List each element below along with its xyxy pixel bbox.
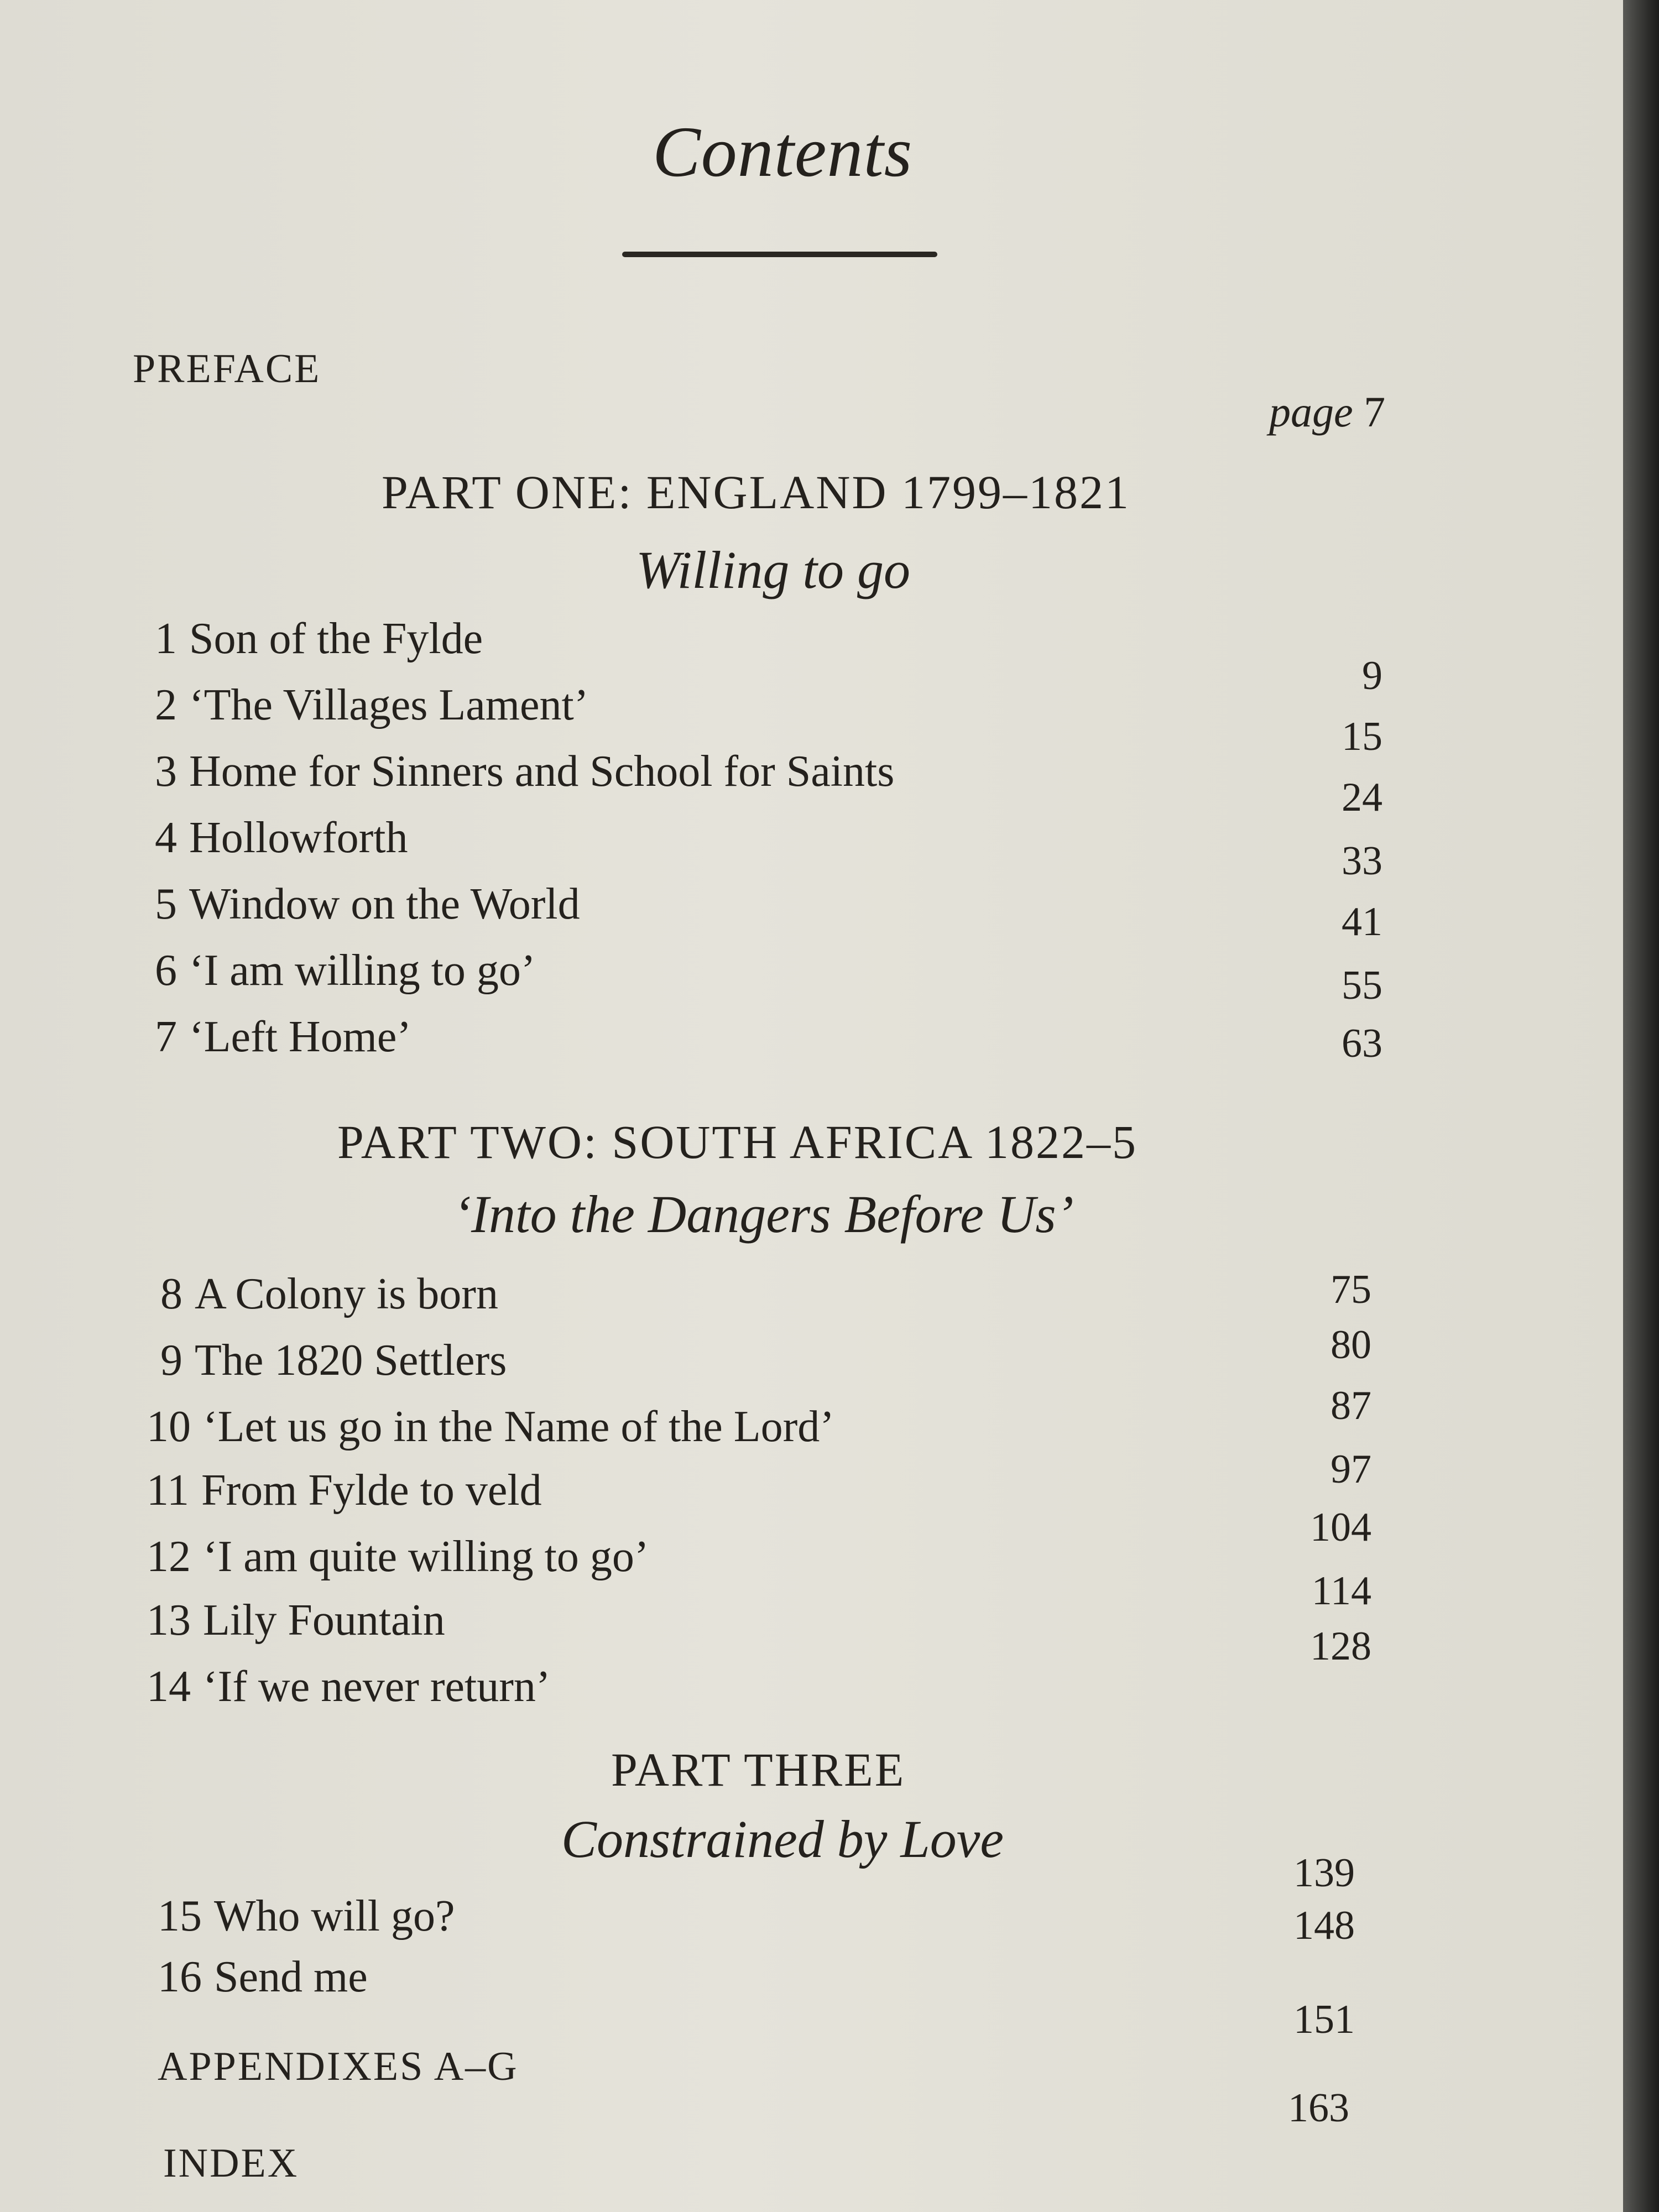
part-one-heading xyxy=(382,465,1130,520)
chapter-title: Son of the Fylde xyxy=(189,614,483,663)
chapter-number: 14 xyxy=(147,1662,191,1711)
page-number: 114 xyxy=(1311,1568,1371,1614)
chapter-number: 12 xyxy=(147,1532,191,1581)
part-two-heading xyxy=(337,1114,1138,1170)
page-number: 55 xyxy=(1342,963,1383,1008)
chapter-entry xyxy=(155,680,588,731)
chapter-number: 15 xyxy=(158,1892,202,1940)
page-number: 15 xyxy=(1342,714,1383,759)
page-number: 75 xyxy=(1331,1267,1371,1312)
chapter-number: 6 xyxy=(155,946,177,995)
chapter-number: 1 xyxy=(155,614,177,663)
page-title: Contents xyxy=(653,112,913,192)
chapter-entry xyxy=(155,747,894,797)
page-number: 104 xyxy=(1310,1505,1371,1550)
page-number: 139 xyxy=(1293,1850,1355,1896)
appendixes-label: APPENDIXES A–G xyxy=(158,2044,519,2089)
chapter-title: ‘Left Home’ xyxy=(189,1013,412,1061)
part-two-subtitle: ‘Into the Dangers Before Us’ xyxy=(453,1185,1074,1244)
chapter-number: 16 xyxy=(158,1953,202,2001)
chapter-number: 3 xyxy=(155,747,177,796)
page-number: 148 xyxy=(1293,1903,1355,1948)
page-edge-shadow xyxy=(1623,0,1659,2212)
chapter-title: Lily Fountain xyxy=(203,1596,445,1645)
chapter-entry xyxy=(147,1662,551,1712)
chapter-entry xyxy=(147,1532,649,1582)
part-three-title: PART THREE xyxy=(611,1743,906,1796)
chapter-entry xyxy=(147,1465,542,1516)
chapter-entry xyxy=(155,1012,411,1062)
page-number: 63 xyxy=(1342,1021,1383,1066)
chapter-title: Home for Sinners and School for Saints xyxy=(189,747,895,796)
chapter-entry xyxy=(147,1402,834,1452)
page-number: 24 xyxy=(1342,775,1383,820)
chapter-title: ‘If we never return’ xyxy=(203,1662,551,1711)
page-number: 80 xyxy=(1331,1322,1371,1368)
chapter-entry xyxy=(155,614,483,664)
page-number: 128 xyxy=(1310,1624,1371,1669)
chapter-title: Window on the World xyxy=(189,880,580,928)
chapter-number: 5 xyxy=(155,880,177,928)
chapter-number: 13 xyxy=(147,1596,191,1645)
chapter-entry xyxy=(160,1269,498,1319)
preface-label: PREFACE xyxy=(133,346,321,392)
chapter-entry xyxy=(147,1595,445,1646)
page-number: 87 xyxy=(1331,1383,1371,1428)
chapter-title: ‘Let us go in the Name of the Lord’ xyxy=(203,1402,834,1451)
page-number: 9 xyxy=(1362,653,1383,698)
chapter-title: The 1820 Settlers xyxy=(195,1336,507,1385)
chapter-title: A Colony is born xyxy=(195,1270,498,1318)
chapter-number: 10 xyxy=(147,1402,191,1451)
page-column-label xyxy=(1269,387,1385,437)
index-label: INDEX xyxy=(163,2141,299,2186)
chapter-number: 8 xyxy=(160,1270,182,1318)
chapter-number: 7 xyxy=(155,1013,177,1061)
chapter-number: 9 xyxy=(160,1336,182,1385)
chapter-number: 2 xyxy=(155,681,177,729)
part-three-heading xyxy=(611,1742,905,1797)
page-number: 41 xyxy=(1342,899,1383,945)
chapter-entry xyxy=(155,813,408,863)
chapter-title: ‘I am quite willing to go’ xyxy=(203,1532,649,1581)
part-one-subtitle: Willing to go xyxy=(636,540,911,599)
chapter-entry xyxy=(160,1335,507,1386)
part-one-title: PART ONE: ENGLAND xyxy=(382,466,888,519)
chapter-entry xyxy=(155,879,580,930)
page-number: 97 xyxy=(1331,1447,1371,1492)
page-number: 151 xyxy=(1293,1997,1355,2042)
chapter-title: ‘I am willing to go’ xyxy=(189,946,536,995)
page-number: 33 xyxy=(1342,838,1383,884)
page-word: page xyxy=(1269,388,1353,436)
chapter-number: 11 xyxy=(147,1466,190,1515)
preface-page-number: 7 xyxy=(1364,388,1386,436)
chapter-entry xyxy=(155,946,536,996)
page-number: 163 xyxy=(1288,2085,1349,2131)
chapter-title: ‘The Villages Lament’ xyxy=(189,681,589,729)
chapter-entry xyxy=(158,1891,455,1942)
chapter-title: Send me xyxy=(214,1953,368,2001)
title-rule xyxy=(622,252,937,257)
part-three-subtitle: Constrained by Love xyxy=(561,1809,1004,1869)
chapter-entry xyxy=(158,1952,368,2002)
part-one-dates: 1799–1821 xyxy=(901,466,1130,519)
part-two-title: PART TWO: SOUTH AFRICA xyxy=(337,1115,972,1168)
chapter-title: Hollowforth xyxy=(189,813,408,862)
chapter-title: Who will go? xyxy=(214,1892,455,1940)
chapter-number: 4 xyxy=(155,813,177,862)
part-two-dates: 1822–5 xyxy=(984,1115,1138,1168)
chapter-title: From Fylde to veld xyxy=(201,1466,542,1515)
